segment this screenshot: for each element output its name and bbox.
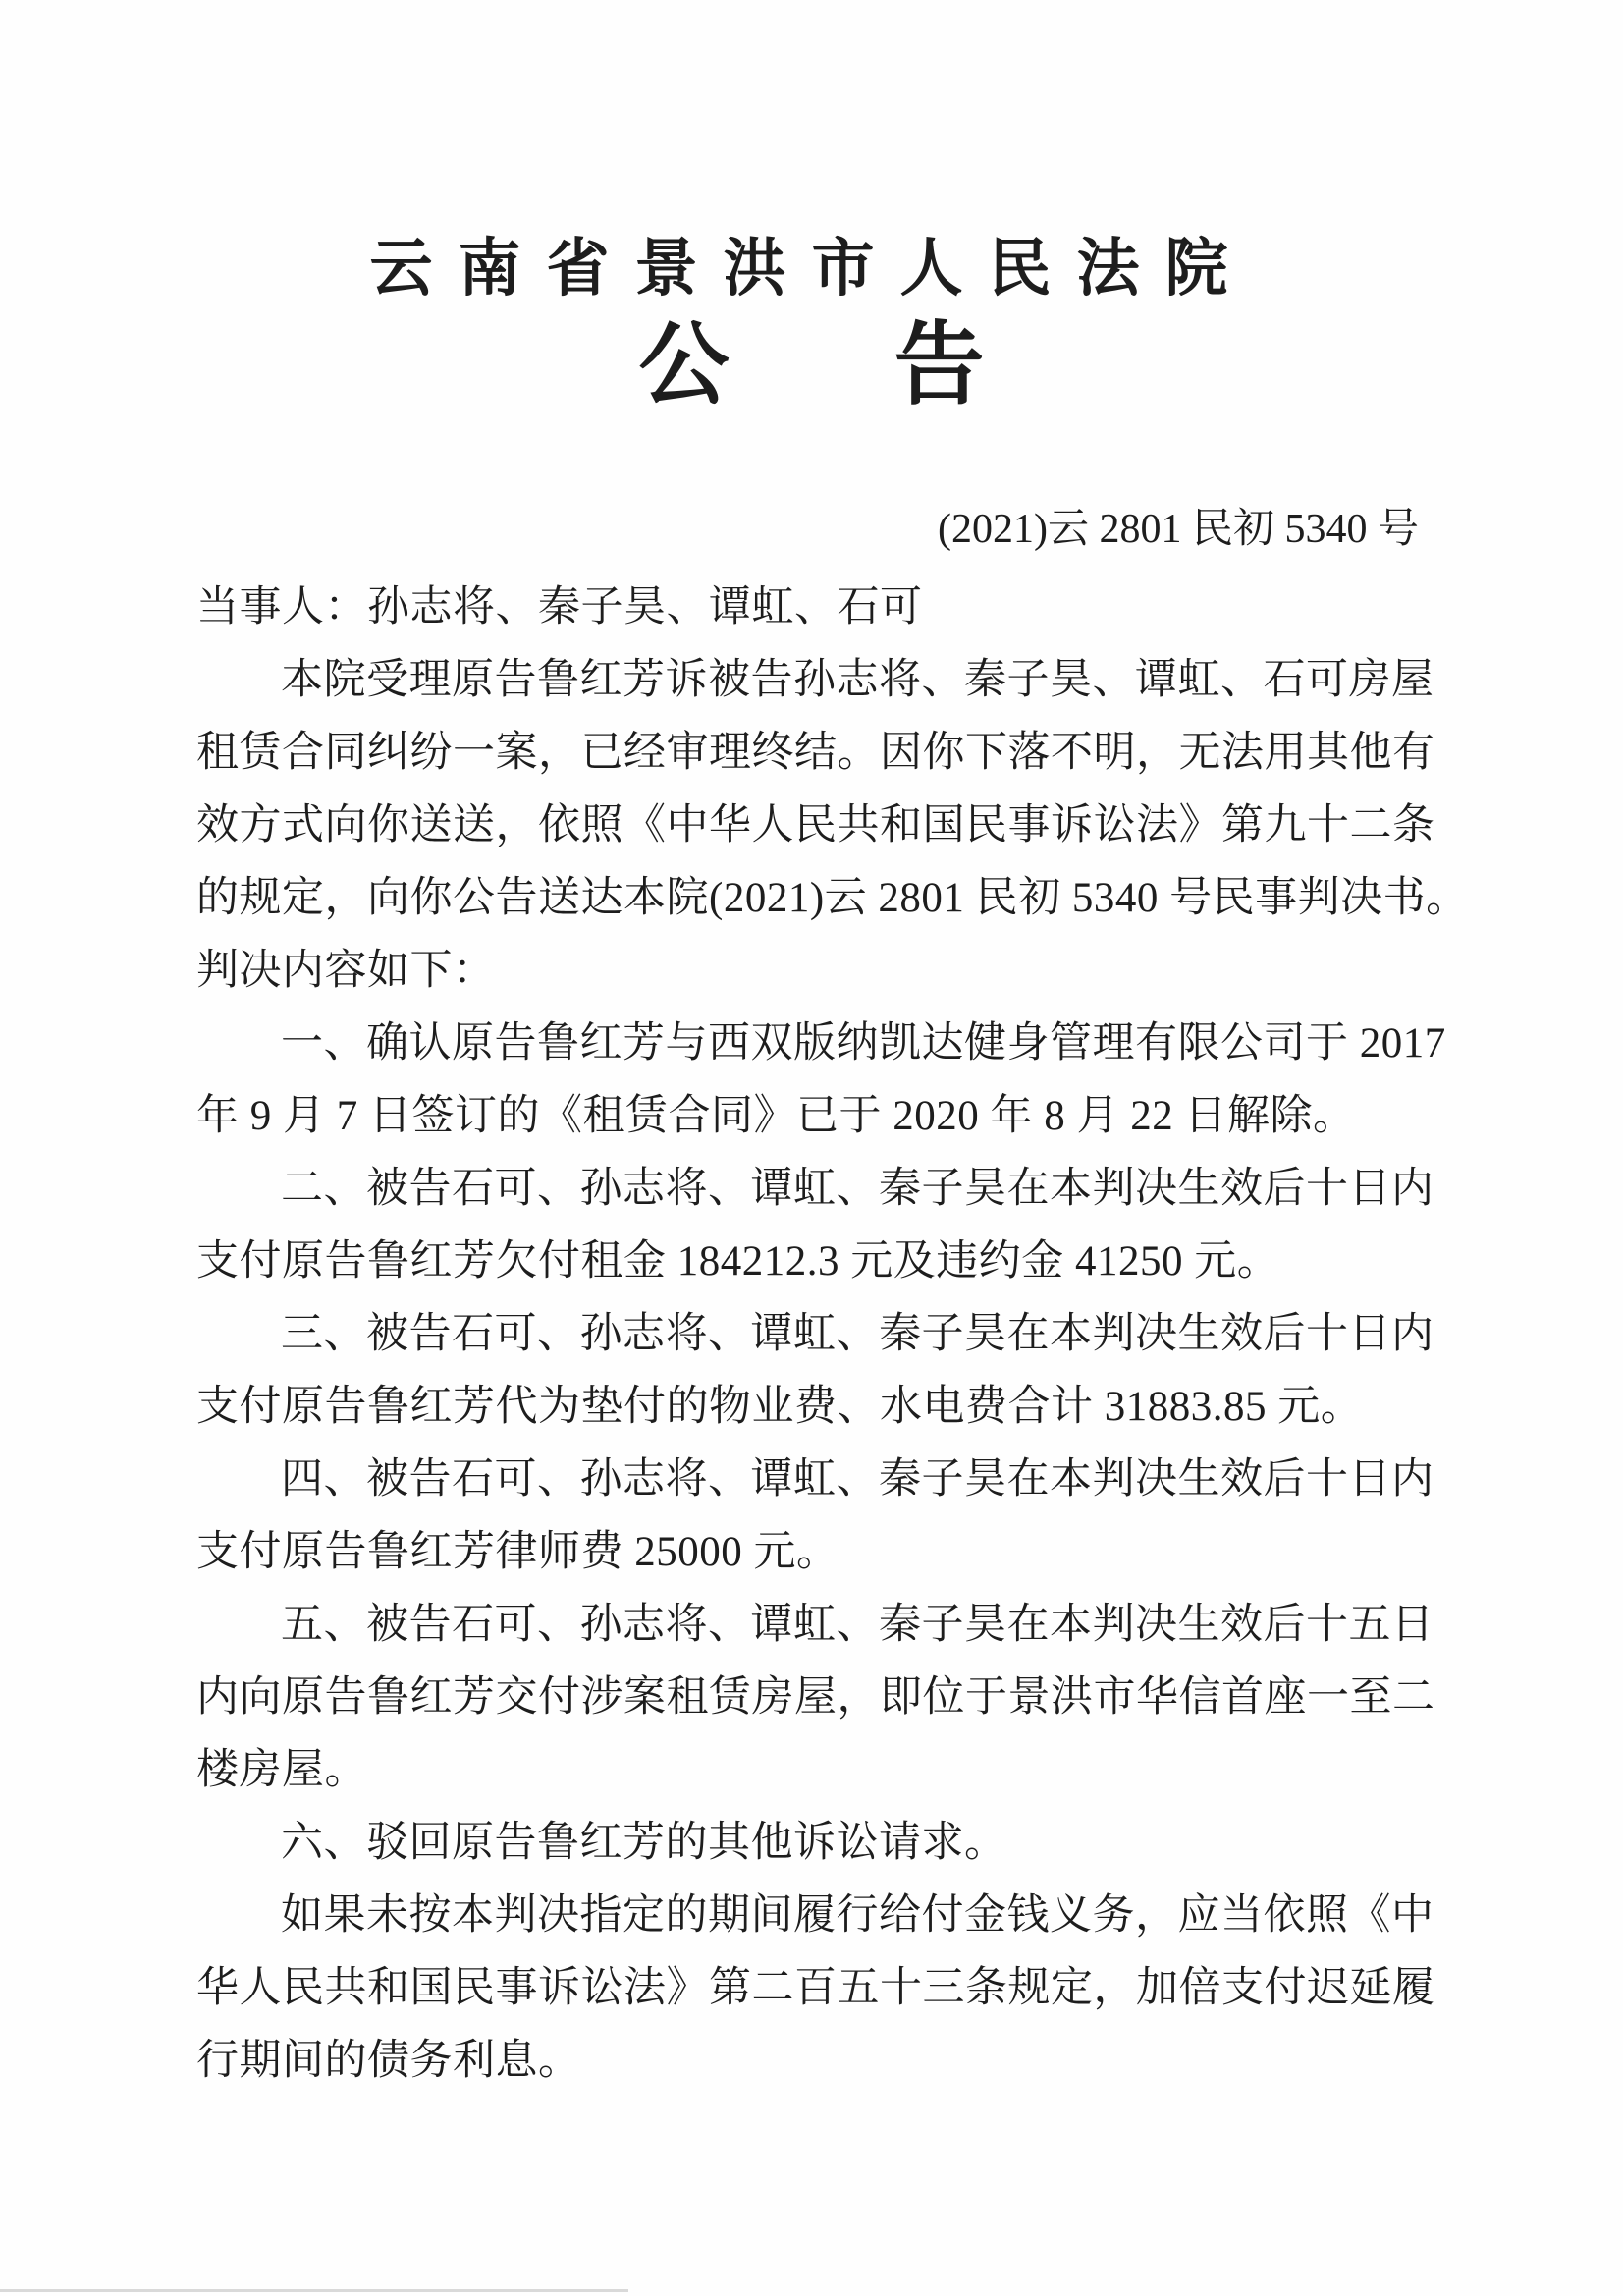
notice-title-char-left: 公 bbox=[638, 315, 730, 415]
court-name-heading: 云南省景洪市人民法院 bbox=[369, 234, 1254, 303]
body-line: 本院受理原告鲁红芳诉被告孙志将、秦子昊、谭虹、石可房屋 bbox=[281, 657, 1434, 703]
body-line: 租赁合同纠纷一案，已经审理终结。因你下落不明，无法用其他有 bbox=[196, 730, 1435, 776]
closing-line: 华人民共和国民事诉讼法》第二百五十三条规定，加倍支付迟延履 bbox=[196, 1965, 1435, 2011]
judgment-item-4-line: 支付原告鲁红芳律师费 25000 元。 bbox=[196, 1529, 839, 1575]
case-number: (2021)云 2801 民初 5340 号 bbox=[938, 507, 1419, 552]
notice-title bbox=[0, 316, 1623, 415]
judgment-item-3-line: 支付原告鲁红芳代为垫付的物业费、水电费合计 31883.85 元。 bbox=[196, 1384, 1364, 1430]
body-line: 判决内容如下： bbox=[196, 948, 496, 994]
parties-line: 当事人：孙志将、秦子昊、谭虹、石可 bbox=[196, 584, 923, 630]
judgment-item-5-line: 内向原告鲁红芳交付涉案租赁房屋，即位于景洪市华信首座一至二 bbox=[196, 1674, 1435, 1721]
judgment-item-1-line: 年 9 月 7 日签订的《租赁合同》已于 2020 年 8 月 22 日解除。 bbox=[196, 1093, 1356, 1139]
notice-title-char-right: 告 bbox=[893, 315, 985, 415]
judgment-item-2-line: 二、被告石可、孙志将、谭虹、秦子昊在本判决生效后十日内 bbox=[281, 1166, 1434, 1212]
judgment-item-2-line: 支付原告鲁红芳欠付租金 184212.3 元及违约金 41250 元。 bbox=[196, 1238, 1280, 1285]
judgment-item-1-line: 一、确认原告鲁红芳与西双版纳凯达健身管理有限公司于 2017 bbox=[281, 1020, 1446, 1066]
judgment-item-5-line: 楼房屋。 bbox=[196, 1747, 367, 1793]
closing-line: 如果未按本判决指定的期间履行给付金钱义务，应当依照《中 bbox=[281, 1892, 1434, 1939]
body-line: 的规定，向你公告送达本院(2021)云 2801 民初 5340 号民事判决书。 bbox=[196, 875, 1469, 921]
judgment-item-3-line: 三、被告石可、孙志将、谭虹、秦子昊在本判决生效后十日内 bbox=[281, 1311, 1434, 1357]
body-line: 效方式向你送送，依照《中华人民共和国民事诉讼法》第九十二条 bbox=[196, 802, 1435, 848]
announcement-body bbox=[196, 572, 1469, 2098]
closing-line: 行期间的债务利息。 bbox=[196, 2038, 581, 2084]
judgment-item-6-line: 六、驳回原告鲁红芳的其他诉讼请求。 bbox=[281, 1820, 1007, 1866]
judgment-item-5-line: 五、被告石可、孙志将、谭虹、秦子昊在本判决生效后十五日 bbox=[281, 1602, 1434, 1648]
judgment-item-4-line: 四、被告石可、孙志将、谭虹、秦子昊在本判决生效后十日内 bbox=[281, 1456, 1434, 1503]
scan-edge-artifact bbox=[0, 2289, 628, 2292]
